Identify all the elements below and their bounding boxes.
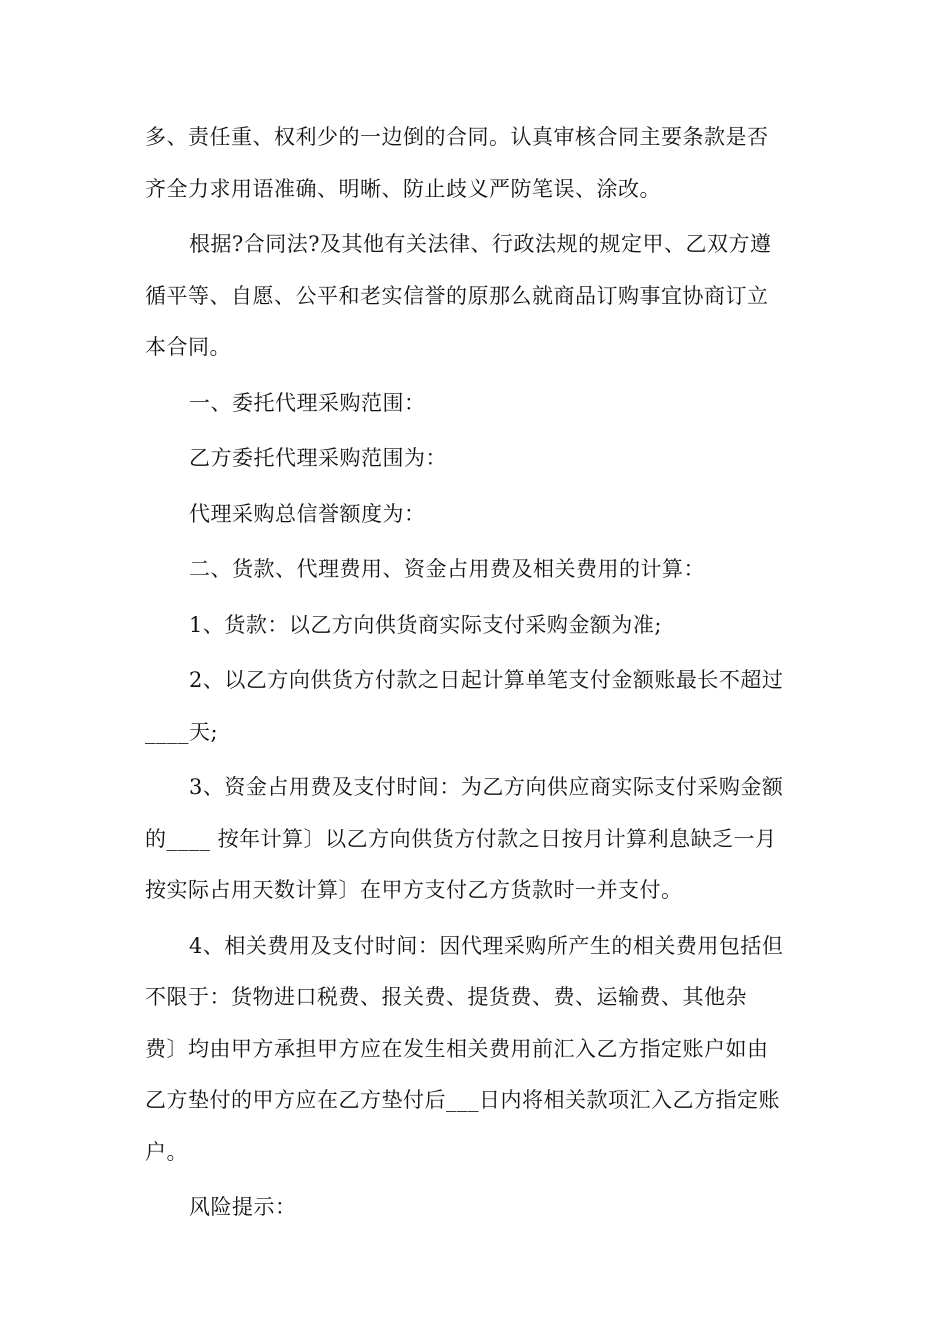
paragraph xyxy=(145,433,810,485)
paragraph xyxy=(145,655,810,758)
text-line: 2、以乙方向供货方付款之日起计算单笔支付金额账最长不超过 xyxy=(189,668,784,692)
paragraph xyxy=(145,378,810,430)
paragraph xyxy=(145,1182,810,1234)
text-line: 按实际占用天数计算〕在甲方支付乙方货款时一并支付。 xyxy=(145,878,683,902)
text-line: 费〕均由甲方承担甲方应在发生相关费用前汇入乙方指定账户如由 xyxy=(145,1036,769,1061)
paragraph xyxy=(145,112,810,215)
text-line: 代理采购总信誉额度为： xyxy=(189,501,426,526)
paragraph xyxy=(145,489,810,541)
paragraph xyxy=(145,219,810,374)
paragraph xyxy=(145,921,810,1179)
text-line: 3、资金占用费及支付时间：为乙方向供应商实际支付采购金额 xyxy=(189,775,784,799)
text-line: 多、责任重、权利少的一边倒的合同。认真审核合同主要条款是否 xyxy=(145,125,769,149)
text-line: 1、货款：以乙方向供货商实际支付采购金额为准; xyxy=(189,612,662,637)
text-line: 的____ 按年计算〕以乙方向供货方付款之日按月计算利息缺乏一月 xyxy=(145,826,777,851)
paragraph xyxy=(145,544,810,596)
text-line: 风险提示： xyxy=(189,1195,297,1219)
text-line: ____天; xyxy=(145,719,219,744)
text-line: 乙方垫付的甲方应在乙方垫付后___日内将相关款项汇入乙方指定账 xyxy=(145,1088,780,1112)
text-line: 循平等、自愿、公平和老实信誉的原那么就商品订购事宜协商订立 xyxy=(145,283,769,308)
text-line: 根据?合同法?及其他有关法律、行政法规的规定甲、乙双方遵 xyxy=(189,232,772,256)
paragraph xyxy=(145,600,810,652)
text-line: 齐全力求用语准确、明晰、防止歧义严防笔误、涂改。 xyxy=(145,176,661,201)
text-line: 4、相关费用及支付时间：因代理采购所产生的相关费用包括但 xyxy=(189,933,784,958)
text-line: 本合同。 xyxy=(145,335,231,359)
text-line: 乙方委托代理采购范围为： xyxy=(189,446,447,470)
paragraph xyxy=(145,762,810,917)
text-line: 不限于：货物进口税费、报关费、提货费、费、运输费、其他杂 xyxy=(145,985,747,1009)
text-line: 二、货款、代理费用、资金占用费及相关费用的计算： xyxy=(189,557,705,581)
document-body xyxy=(145,112,810,1238)
text-line: 户。 xyxy=(145,1139,188,1164)
text-line: 一、委托代理采购范围： xyxy=(189,390,426,415)
